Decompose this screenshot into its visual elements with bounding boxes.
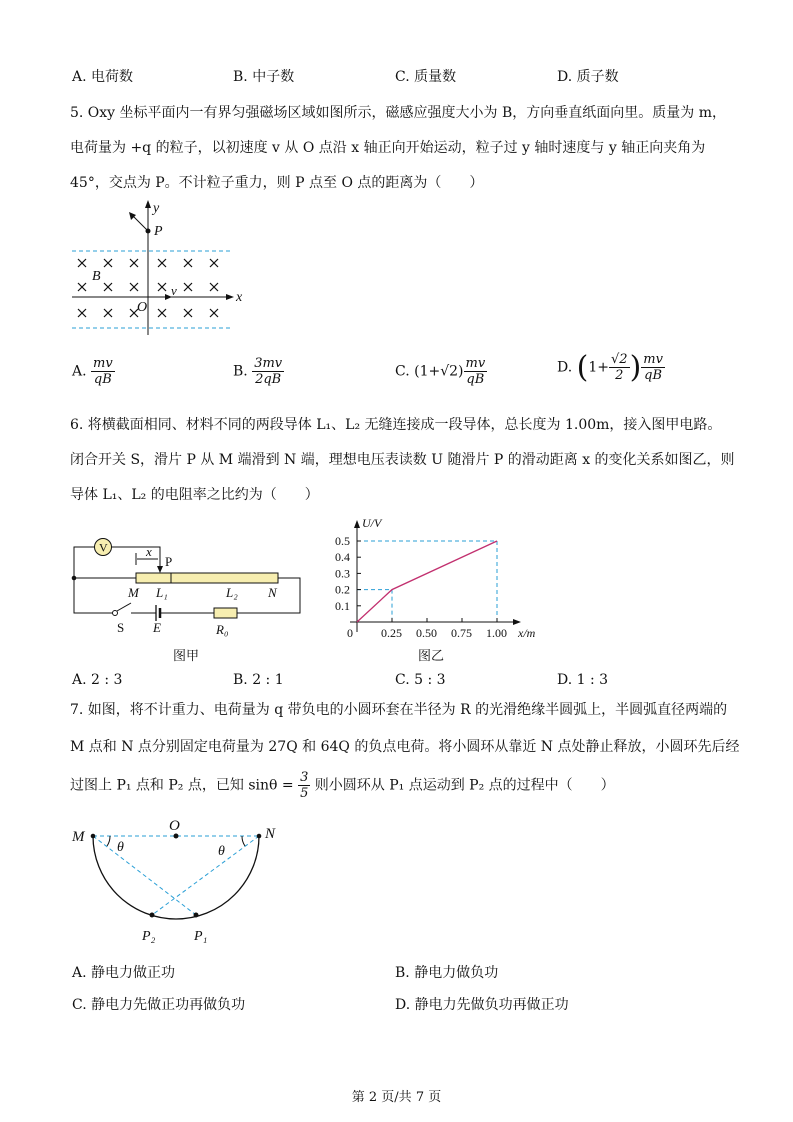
q6-text-line: 导体 L₁、L₂ 的电阻率之比约为（ ） (70, 487, 319, 503)
q5-option-d: D. (1+ $\frac{√2}{2}$ ) $\frac{mv}{qB}$ (557, 350, 663, 385)
q6-text-line: 6. 将横截面相同、材料不同的两段导体 L₁、L₂ 无缝连接成一段导体，总长度为 1.00m，接入图甲电路。 (70, 417, 722, 433)
y-axis-title: U/V (362, 516, 382, 530)
figure-b-caption: 图乙 (418, 648, 445, 663)
y-tick-label: 0.2 (335, 582, 350, 597)
field-b-label: B (92, 269, 101, 284)
q7-text-line: 7. 如图，将不计重力、电荷量为 q 带负电的小圆环套在半径为 R 的光滑绝缘半圆弧上，半圆弧直径两端的 (70, 702, 728, 718)
slider-p-label: P (165, 554, 173, 569)
battery-e-label: E (153, 620, 161, 635)
velocity-label: v (171, 283, 177, 298)
point-n-label: N (265, 826, 276, 842)
y-tick-label: 0.1 (335, 598, 350, 613)
point-p-label: P (154, 224, 163, 239)
q7-text-line: 过图上 P₁ 点和 P₂ 点，已知 sinθ = $\frac{3}{5}$ 则小圆环从 P₁ 点运动到 P₂ 点的过程中（ ） (70, 770, 615, 801)
q5-option-c: C. (1+√2) $\frac{mv}{qB}$ (395, 356, 486, 387)
theta-label: θ (117, 840, 124, 855)
q5-text-line: 45°，交点为 P。不计粒子重力，则 P 点至 O 点的距离为（ ） (70, 175, 484, 191)
end-n-label: N (268, 585, 277, 600)
x-tick-label: 0.25 (381, 626, 402, 640)
l1-label: L₁ (156, 585, 168, 600)
y-tick-label: 0.3 (335, 566, 350, 581)
theta-label: θ (218, 844, 225, 859)
q5-text-line: 电荷量为 +q 的粒子，以初速度 v 从 O 点沿 x 轴正向开始运动，粒子过 y 轴时速度与 y 轴正向夹角为 (70, 140, 706, 156)
circuit-x-label: x (146, 544, 152, 559)
q6-option-a: A. 2 : 3 (72, 672, 123, 688)
q6-option-c: C. 5 : 3 (395, 672, 446, 688)
voltmeter-label: V (99, 540, 108, 555)
q5-option-b: B. $\frac{3mv}{2qB}$ (233, 356, 283, 387)
q4-option-a: A. 电荷数 (72, 69, 134, 85)
page-footer: 第 2 页/共 7 页 (351, 1090, 442, 1105)
point-p2-label: P₂ (142, 929, 156, 944)
q6-text-line: 闭合开关 S，滑片 P 从 M 端滑到 N 端，理想电压表读数 U 随滑片 P 的滑动距离 x 的变化关系如图乙，则 (70, 452, 735, 468)
switch-s-label: S (117, 620, 125, 635)
q7-option-a: A. 静电力做正功 (72, 965, 176, 981)
x-tick-label: 0.75 (451, 626, 472, 640)
origin-label: 0 (347, 626, 353, 640)
q7-option-d: D. 静电力先做负功再做正功 (395, 997, 569, 1013)
point-m-label: M (72, 829, 85, 845)
origin-label: O (137, 300, 148, 315)
x-tick-label: 0.50 (416, 626, 437, 640)
q5-option-a: A. $\frac{mv}{qB}$ (72, 356, 113, 387)
end-m-label: M (128, 585, 139, 600)
l2-label: L₂ (226, 585, 238, 600)
y-tick-label: 0.4 (335, 550, 350, 565)
q7-option-c: C. 静电力先做正功再做负功 (72, 997, 246, 1013)
q7-option-b: B. 静电力做负功 (395, 965, 499, 981)
resistor-r0-label: R₀ (216, 622, 229, 637)
q5-text-line: 5. Oxy 坐标平面内一有界匀强磁场区域如图所示，磁感应强度大小为 B，方向垂直纸面向里。质量为 m， (70, 105, 727, 121)
x-tick-label: 1.00 (486, 626, 507, 640)
figure-a-caption: 图甲 (173, 648, 200, 663)
q4-option-b: B. 中子数 (233, 69, 295, 85)
q4-option-c: C. 质量数 (395, 69, 457, 85)
q6-option-b: B. 2 : 1 (233, 672, 284, 688)
q7-text-line: M 点和 N 点分别固定电荷量为 27Q 和 64Q 的负点电荷。将小圆环从靠近 N 点处静止释放，小圆环先后经 (70, 739, 740, 755)
y-tick-label: 0.5 (335, 534, 350, 548)
y-axis-label: y (153, 201, 160, 216)
center-o-label: O (169, 818, 180, 834)
q4-option-d: D. 质子数 (557, 69, 619, 85)
x-axis-title: x/m (518, 626, 536, 640)
point-p1-label: P₁ (194, 929, 208, 944)
q6-option-d: D. 1 : 3 (557, 672, 609, 688)
x-axis-label: x (236, 290, 243, 305)
